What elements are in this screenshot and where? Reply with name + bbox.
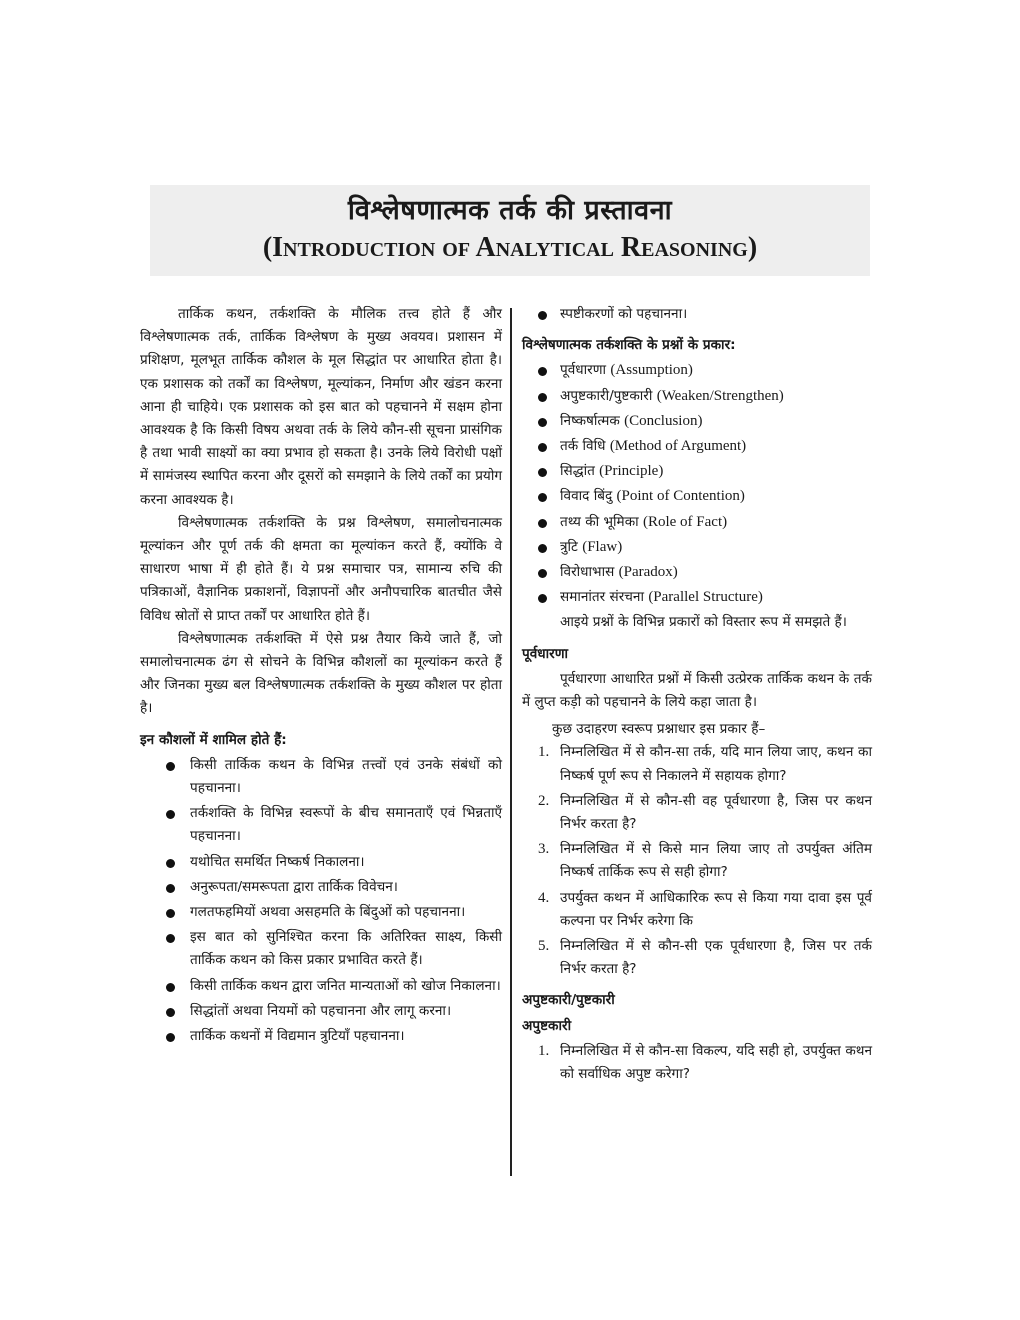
example-item: 2. निम्नलिखित में से कौन-सी वह पूर्वधारणा है, जिस पर कथन निर्भर करता है? [538, 792, 872, 833]
question-types-heading: विश्लेषणात्मक तर्कशक्ति के प्रश्नों के प्रकार: [522, 337, 736, 354]
assumption-heading: पूर्वधारणा [522, 645, 569, 662]
bullet-icon [538, 311, 547, 320]
intro-paragraph-3: विश्लेषणात्मक तर्कशक्ति में ऐसे प्रश्न तैयार किये जाते हैं, जो समालोचनात्मक ढंग से सोचने के विभिन्न कौशलों का मूल्यांकन करते हैं और जिनका मुख्य बल विश्लेषणात्मक तर्कशक्ति के मुख्य कौशल पर होता है। [140, 630, 502, 717]
skills-heading: इन कौशलों में शामिल होते हैं: [140, 731, 287, 748]
question-type-item: समानांतर संरचना (Parallel Structure) [522, 586, 872, 609]
question-type-item: निष्कर्षात्मक (Conclusion) [522, 410, 872, 433]
skill-item: किसी तार्किक कथन द्वारा जनित मान्यताओं को खोज निकालना। [140, 975, 502, 998]
question-type-item: त्रुटि (Flaw) [522, 536, 872, 559]
bullet-icon [166, 909, 175, 918]
intro-paragraph-2: विश्लेषणात्मक तर्कशक्ति के प्रश्न विश्लेषण, समालोचनात्मक मूल्यांकन और पूर्ण तर्क की क्षमता का मूल्यांकन करते हैं, क्योंकि वे साधारण भाषा में ही होते हैं। ये प्रश्न समाचार पत्र, सामान्य रुचि की पत्रिकाओं, वैज्ञानिक प्रकाशनों, विज्ञापनों और अनौपचारिक बातचीत जैसे विविध स्रोतों से प्राप्त तर्कों पर आधारित होते हैं। [140, 514, 502, 624]
example-item: 1. निम्नलिखित में से कौन-सा विकल्प, यदि सही हो, उपर्युक्त कथन को सर्वाधिक अपुष्ट करेगा? [538, 1042, 872, 1083]
skill-item: इस बात को सुनिश्चित करना कि अतिरिक्त साक्ष्य, किसी तार्किक कथन को किस प्रकार प्रभावित करते हैं। [140, 926, 502, 972]
bullet-icon [538, 544, 547, 553]
question-type-item: विरोधाभास (Paradox) [522, 561, 872, 584]
bullet-icon [166, 810, 175, 819]
question-type-item: पूर्वधारणा (Assumption) [522, 359, 872, 382]
example-item: 3. निम्नलिखित में से किसे मान लिया जाए तो उपर्युक्त अंतिम निष्कर्ष तार्किक रूप से सही होगा? [538, 841, 872, 881]
weaken-heading: अपुष्टकारी [522, 1017, 572, 1034]
bullet-icon [166, 1008, 175, 1017]
bullet-icon [538, 594, 547, 603]
bullet-icon [166, 762, 175, 771]
question-type-item: सिद्धांत (Principle) [522, 460, 872, 483]
skill-item: अनुरूपता/समरूपता द्वारा तार्किक विवेचन। [140, 876, 502, 899]
skill-item: सिद्धांतों अथवा नियमों को पहचानना और लागू करना। [140, 1000, 502, 1023]
intro-paragraph-1: तार्किक कथन, तर्कशक्ति के मौलिक तत्त्व होते हैं और विश्लेषणात्मक तर्क, तार्किक विश्लेषण के मुख्य अवयव। प्रशासन में प्रशिक्षण, मूलभूत तार्किक कौशल के मूल सिद्धांत पर आधारित होता है। एक प्रशासक को तर्कों का विश्लेषण, मूल्यांकन, निर्माण और खंडन करना आना ही चाहिये। एक प्रशासक को इस बात को पहचानने में सक्षम होना आवश्यक है कि किसी विषय अथवा तर्क के लिये कौन-सी सूचना प्रासंगिक है तथा भावी साक्ष्यों का क्या प्रभाव हो सकता है। उनके लिये विरोधी पक्षों में सामंजस्य स्थापित करना और दूसरों को समझाने के लिये तर्कों का प्रयोग करना आवश्यक है। [140, 306, 502, 508]
chapter-title-english: (Introduction of Analytical Reasoning) [262, 232, 758, 263]
bullet-icon [538, 367, 547, 376]
right-column [522, 303, 872, 1088]
bullet-icon [538, 493, 547, 502]
assumption-examples-list [522, 741, 872, 981]
chapter-title-box [150, 185, 870, 276]
bullet-icon [166, 983, 175, 992]
question-type-item: अपुष्टकारी/पुष्टकारी (Weaken/Strengthen) [522, 385, 872, 408]
skill-item: यथोचित समर्थित निष्कर्ष निकालना। [140, 851, 502, 874]
skills-list-continued [522, 303, 872, 326]
skill-item: तार्किक कथनों में विद्यमान त्रुटियाँ पहचानना। [140, 1025, 502, 1048]
left-column [140, 303, 502, 1050]
bullet-icon [166, 1033, 175, 1042]
skill-item: गलतफहमियों अथवा असहमति के बिंदुओं को पहचानना। [140, 901, 502, 924]
bullet-icon [538, 443, 547, 452]
skill-item: स्पष्टीकरणों को पहचानना। [522, 303, 872, 326]
examples-intro: कुछ उदाहरण स्वरूप प्रश्नाधार इस प्रकार हैं– [552, 721, 766, 738]
example-item: 5. निम्नलिखित में से कौन-सी एक पूर्वधारणा है, जिस पर तर्क निर्भर करता है? [538, 938, 872, 978]
example-item: 1. निम्नलिखित में से कौन-सा तर्क, यदि मान लिया जाए, कथन का निष्कर्ष पूर्ण रूप से निकालने में सहायक होगा? [538, 744, 872, 784]
question-type-item: तथ्य की भूमिका (Role of Fact) [522, 511, 872, 534]
weaken-strengthen-heading: अपुष्टकारी/पुष्टकारी [522, 992, 615, 1009]
bullet-icon [166, 884, 175, 893]
chapter-title-hindi: विश्लेषणात्मक तर्क की प्रस्तावना [347, 195, 673, 226]
skill-item: तर्कशक्ति के विभिन्न स्वरूपों के बीच समानताएँ एवं भिन्नताएँ पहचानना। [140, 802, 502, 848]
assumption-paragraph: पूर्वधारणा आधारित प्रश्नों में किसी उत्प्रेरक तार्किक कथन के तर्क में लुप्त कड़ी को पहचानने के लिये कहा जाता है। [522, 670, 872, 711]
example-item: 4. उपर्युक्त कथन में आधिकारिक रूप से किया गया दावा इस पूर्व कल्पना पर निर्भर करेगा कि [538, 889, 872, 929]
bullet-icon [538, 569, 547, 578]
column-divider [510, 308, 512, 1176]
question-types-list [522, 359, 872, 609]
bullet-icon [538, 418, 547, 427]
weaken-examples-list [522, 1040, 872, 1086]
skill-item: किसी तार्किक कथन के विभिन्न तत्त्वों एवं उनके संबंधों को पहचानना। [140, 754, 502, 800]
bullet-icon [538, 519, 547, 528]
question-type-item: तर्क विधि (Method of Argument) [522, 435, 872, 458]
bullet-icon [538, 468, 547, 477]
bullet-icon [166, 934, 175, 943]
skills-list [140, 754, 502, 1048]
types-outro: आइये प्रश्नों के विभिन्न प्रकारों को विस्तार रूप में समझते हैं। [560, 614, 847, 631]
question-type-item: विवाद बिंदु (Point of Contention) [522, 485, 872, 508]
bullet-icon [538, 393, 547, 402]
bullet-icon [166, 859, 175, 868]
